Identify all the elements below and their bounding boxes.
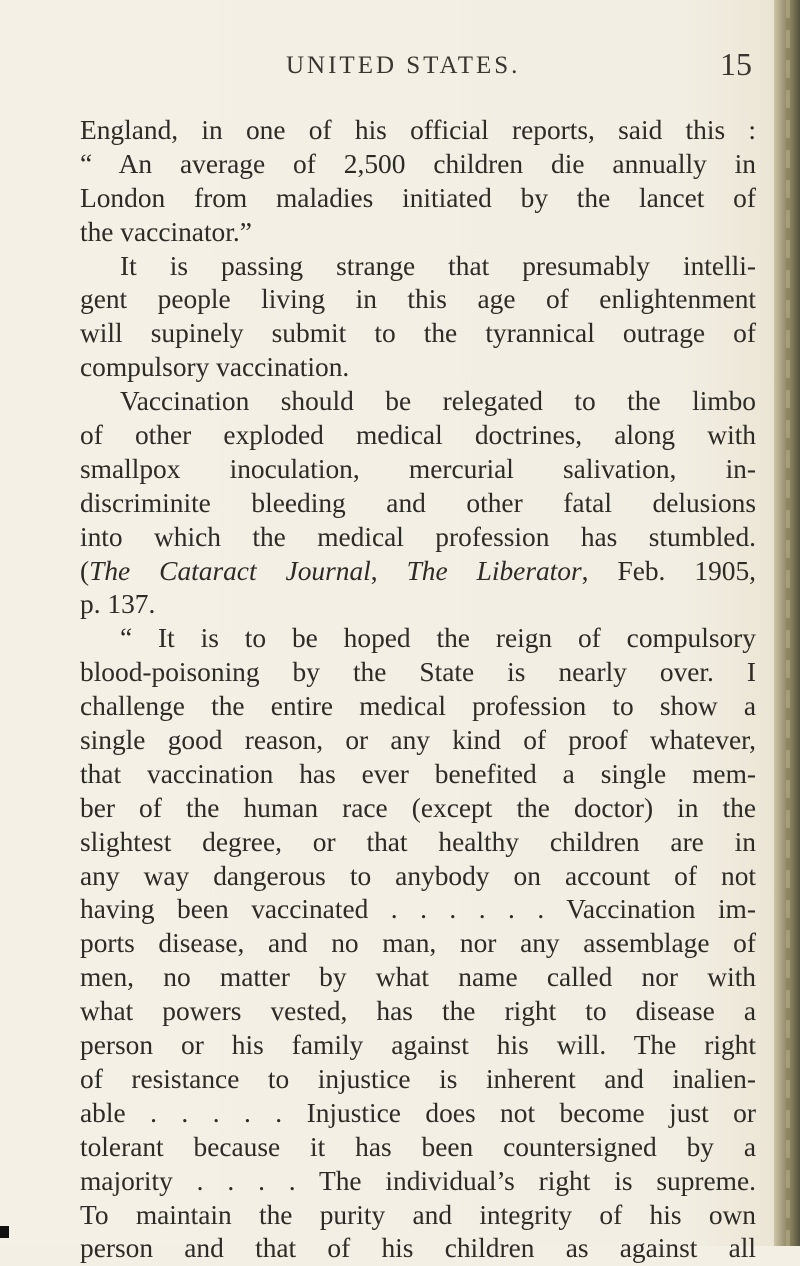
paragraph-2 bbox=[80, 250, 756, 386]
paragraph-3 bbox=[80, 385, 756, 622]
text-line: “ It is to be hoped the reign of compulsory bbox=[120, 623, 756, 654]
text-line: tolerant because it has been countersigned by a bbox=[80, 1131, 756, 1162]
text-line: ber of the human race (except the doctor) in the bbox=[80, 792, 756, 823]
text-line: slightest degree, or that healthy children are in bbox=[80, 826, 756, 857]
scan-corner-mark bbox=[0, 1226, 9, 1238]
text-line: smallpox inoculation, mercurial salivation, in- bbox=[80, 453, 756, 484]
text-line: Vaccination should be relegated to the limbo bbox=[120, 386, 756, 417]
page-binding-texture bbox=[786, 0, 790, 1246]
text-line: ports disease, and no man, nor any assemblage of bbox=[80, 928, 756, 959]
text-line: into which the medical profession has stumbled. bbox=[80, 521, 756, 552]
citation-publication: The Liberator bbox=[406, 555, 582, 586]
text-line: that vaccination has ever benefited a single mem- bbox=[80, 758, 756, 789]
text-line: challenge the entire medical profession to show a bbox=[80, 691, 756, 722]
citation-journal: The Cataract Journal bbox=[89, 555, 371, 586]
text-line: It is passing strange that presumably intelli- bbox=[120, 250, 756, 281]
text-line: of other exploded medical doctrines, along with bbox=[80, 420, 756, 451]
text-line: “ An average of 2,500 children die annually in bbox=[80, 148, 756, 179]
text-line: what powers vested, has the right to disease a bbox=[80, 996, 756, 1027]
citation-page: p. 137. bbox=[80, 589, 156, 620]
citation-separator: , bbox=[370, 555, 407, 586]
text-line: the vaccinator.” bbox=[80, 216, 252, 247]
text-line: majority . . . . The individual’s right is supreme. bbox=[80, 1165, 756, 1196]
text-line: compulsory vaccination. bbox=[80, 352, 350, 383]
text-line: of resistance to injustice is inherent and inalien- bbox=[80, 1063, 756, 1094]
text-line: gent people living in this age of enlightenment bbox=[80, 284, 756, 315]
running-head bbox=[0, 46, 800, 86]
running-head-title: UNITED STATES. bbox=[286, 52, 521, 79]
text-line: person or his family against his will. The right bbox=[80, 1030, 756, 1061]
paragraph-1 bbox=[80, 114, 756, 250]
body-text bbox=[80, 114, 756, 1266]
text-line: single good reason, or any kind of proof whatever, bbox=[80, 725, 756, 756]
text-line: able . . . . . Injustice does not become just or bbox=[80, 1097, 756, 1128]
text-line: London from maladies initiated by the lancet of bbox=[80, 182, 756, 213]
text-line: blood-poisoning by the State is nearly over. I bbox=[80, 657, 756, 688]
text-line: To maintain the purity and integrity of his own bbox=[80, 1199, 756, 1230]
citation-open: ( bbox=[80, 555, 90, 586]
text-line: men, no matter by what name called nor with bbox=[80, 962, 756, 993]
citation-date: , Feb. 1905, bbox=[581, 555, 757, 586]
text-line: person and that of his children as against all bbox=[80, 1233, 756, 1264]
text-line: discriminite bleeding and other fatal delusions bbox=[80, 487, 756, 518]
page-number: 15 bbox=[720, 46, 752, 82]
text-line: any way dangerous to anybody on account of not bbox=[80, 860, 756, 891]
citation-line bbox=[80, 555, 756, 589]
text-line: will supinely submit to the tyrannical outrage of bbox=[80, 318, 756, 349]
paragraph-4 bbox=[80, 622, 756, 1266]
text-line: England, in one of his official reports, said this : bbox=[80, 115, 756, 145]
text-line: having been vaccinated . . . . . . Vaccination im- bbox=[80, 894, 756, 925]
